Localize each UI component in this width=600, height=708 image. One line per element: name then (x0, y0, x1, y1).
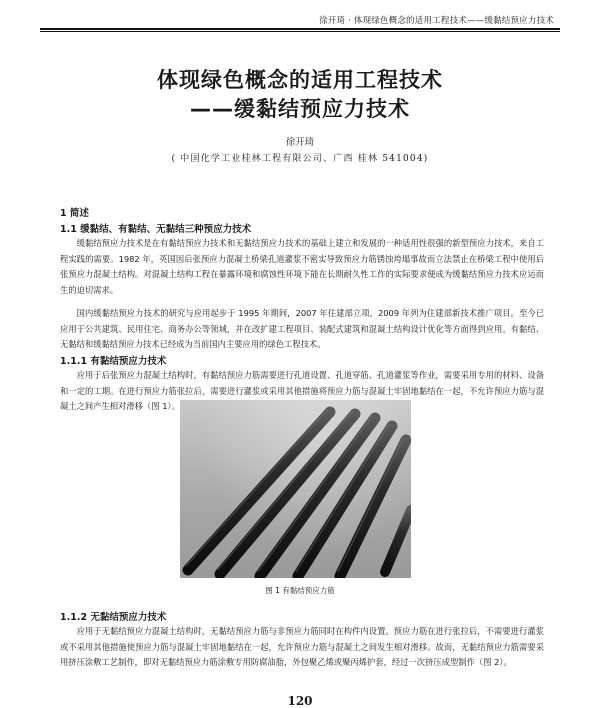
header-rule (40, 28, 560, 30)
paragraph-bonded: 应用于后张预应力混凝土结构时，有黏结预应力筋需要进行孔道设置、孔道穿筋、孔道灌浆等作业，需要采用专用的材料、设备和一定的工期。在进行预应力筋张拉后，需要进行灌浆或采用其他措施将预应力筋与混凝土牢固地黏结在一起，不允许预应力筋与混凝土之间产生相对滑移（图 1）。 (60, 370, 544, 411)
section-heading-1-1: 1.1 缓黏结、有黏结、无黏结三种预应力技术 (60, 224, 252, 235)
affiliation: ( 中国化学工业桂林工程有限公司、广西 桂林 541004) (171, 154, 429, 164)
section-heading-1: 1 简述 (60, 208, 89, 219)
paragraph-domestic: 国内缓黏结预应力技术的研究与应用起步于 1995 年期间，2007 年住建部立项，2009 年列为住建部新技术推广项目。至今已应用于公共建筑、民用住宅、商务办公等领域，并在改扩建工程项目、装配式建筑和混凝土结构设计优化等方面得到应用。有黏结、无黏结和缓黏结预应力技术已经成为当前国内主要应用的绿色工程技术。 (60, 308, 544, 349)
paper-subtitle: ——缓黏结预应力技术 (190, 97, 410, 121)
figure-caption: 图 1 有黏结预应力筋 (265, 586, 335, 595)
running-header: 徐开琦 · 体现绿色概念的适用工程技术——缓黏结预应力技术 (319, 16, 554, 26)
tendons-photo-illustration (180, 400, 411, 578)
figure-bonded-tendons (180, 400, 411, 578)
author: 徐开琦 (285, 137, 315, 148)
section-heading-1-1-2: 1.1.2 无黏结预应力技术 (60, 612, 167, 623)
paragraph-intro: 缓黏结预应力技术是在有黏结预应力技术和无黏结预应力技术的基础上建立和发展的一种适用性很强的新型预应力技术，来自工程实践的需要。1982 年，英国因后张预应力混凝土桥梁孔道灌浆不密实导致预应力筋锈蚀垮塌事故而立法禁止在桥梁工程中使用后张预应力混凝土结构。对混凝土结构工程在暴露环境和腐蚀性环境下能在长期耐久性工作的实际要求便成为缓黏结预应力技术应运而生的迫切需求。 (60, 238, 544, 295)
paper-title: 体现绿色概念的适用工程技术 (157, 68, 443, 92)
section-heading-1-1-1: 1.1.1 有黏结预应力技术 (60, 356, 167, 367)
paragraph-unbonded: 应用于无黏结预应力混凝土结构时，无黏结预应力筋与非预应力筋同时在构件内设置。预应力筋在进行张拉后，不需要进行灌浆或不采用其他措施使预应力筋与混凝土牢固地黏结在一起，允许预应力筋与混凝土之间发生相对滑移。故而，无黏结预应力筋需要采用挤压涂敷工艺制作，即对无黏结预应力筋涂敷专用防腐油脂，外包聚乙烯或聚丙烯护套，经过一次挤压成型制作（图 2）。 (60, 626, 544, 667)
page-number: 120 (287, 694, 313, 708)
header-rule-thin (40, 31, 560, 32)
